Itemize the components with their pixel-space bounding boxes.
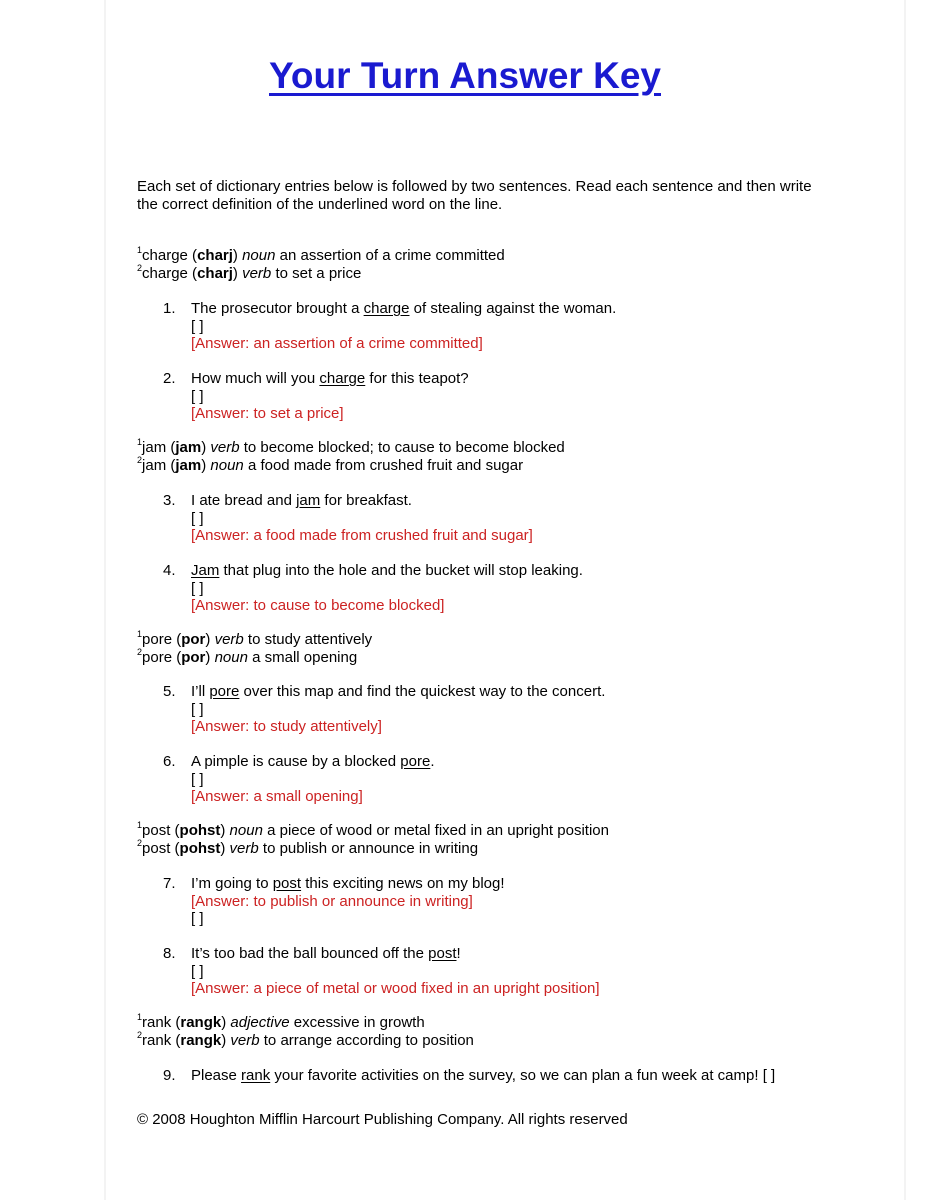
answer-blank: [ ] <box>191 318 204 335</box>
item-number: 9. <box>163 1067 176 1084</box>
item-sentence: It’s too bad the ball bounced off the post! <box>191 945 461 962</box>
target-word: post <box>272 875 302 892</box>
target-word: pore <box>400 753 431 770</box>
instructions: Each set of dictionary entries below is followed by two sentences. Read each sentence and then write the correct definition of the underlined word on the line. <box>137 178 812 213</box>
answer-text: [Answer: to study attentively] <box>191 718 382 735</box>
answer-blank: [ ] <box>191 963 204 980</box>
item-sentence: I ate bread and jam for breakfast. <box>191 492 412 509</box>
item-sentence: How much will you charge for this teapot? <box>191 370 469 387</box>
item-number: 5. <box>163 683 176 700</box>
answer-text: [Answer: to cause to become blocked] <box>191 597 445 614</box>
answer-blank: [ ] <box>191 701 204 718</box>
target-word: jam <box>296 492 321 509</box>
copyright-footer: © 2008 Houghton Mifflin Harcourt Publishing Company. All rights reserved <box>137 1111 628 1128</box>
answer-text: [Answer: to set a price] <box>191 405 344 422</box>
answer-blank: [ ] <box>191 580 204 597</box>
target-word: rank <box>241 1067 271 1084</box>
page-edge-left <box>104 0 106 1200</box>
answer-text: [Answer: an assertion of a crime committed] <box>191 335 483 352</box>
item-sentence: A pimple is cause by a blocked pore. <box>191 753 435 770</box>
dictionary-entry: $^2$pore (por) noun a small opening <box>137 647 358 666</box>
target-word: charge <box>363 300 410 317</box>
answer-blank: [ ] <box>191 510 204 527</box>
answer-text: [Answer: a piece of metal or wood fixed in an upright position] <box>191 980 600 997</box>
answer-blank: [ ] <box>191 910 204 927</box>
item-number: 1. <box>163 300 176 317</box>
item-sentence: Please rank your favorite activities on the survey, so we can plan a fun week at camp! [ ] <box>191 1067 776 1084</box>
target-word: post <box>428 945 457 962</box>
dictionary-entry: $^1$post (pohst) noun a piece of wood or metal fixed in an upright position <box>137 820 609 839</box>
item-number: 4. <box>163 562 176 579</box>
dictionary-entry: $^1$jam (jam) verb to become blocked; to cause to become blocked <box>137 437 565 456</box>
target-word: pore <box>209 683 240 700</box>
answer-text: [Answer: a food made from crushed fruit and sugar] <box>191 527 533 544</box>
item-sentence: Jam that plug into the hole and the bucket will stop leaking. <box>191 562 583 579</box>
item-sentence: I’m going to post this exciting news on my blog! <box>191 875 505 892</box>
target-word: charge <box>319 370 366 387</box>
answer-blank: [ ] <box>191 771 204 788</box>
dictionary-entry: $^1$pore (por) verb to study attentively <box>137 629 373 648</box>
answer-text: [Answer: a small opening] <box>191 788 363 805</box>
item-number: 6. <box>163 753 176 770</box>
dictionary-entry: $^1$charge (charj) noun an assertion of a crime committed <box>137 245 505 264</box>
item-number: 2. <box>163 370 176 387</box>
dictionary-entry: $^2$charge (charj) verb to set a price <box>137 263 362 282</box>
dictionary-entry: $^2$rank (rangk) verb to arrange according to position <box>137 1030 474 1049</box>
answer-blank: [ ] <box>191 388 204 405</box>
page-edge-right <box>904 0 906 1200</box>
target-word: Jam <box>191 562 220 579</box>
answer-text: [Answer: to publish or announce in writing] <box>191 893 473 910</box>
item-sentence: The prosecutor brought a charge of stealing against the woman. <box>191 300 617 317</box>
item-sentence: I’ll pore over this map and find the quickest way to the concert. <box>191 683 606 700</box>
item-number: 8. <box>163 945 176 962</box>
dictionary-entry: $^2$jam (jam) noun a food made from crushed fruit and sugar <box>137 455 524 474</box>
item-number: 3. <box>163 492 176 509</box>
dictionary-entry: $^1$rank (rangk) adjective excessive in growth <box>137 1012 425 1031</box>
dictionary-entry: $^2$post (pohst) verb to publish or announce in writing <box>137 838 479 857</box>
item-number: 7. <box>163 875 176 892</box>
page-title: Your Turn Answer Key <box>269 55 661 96</box>
